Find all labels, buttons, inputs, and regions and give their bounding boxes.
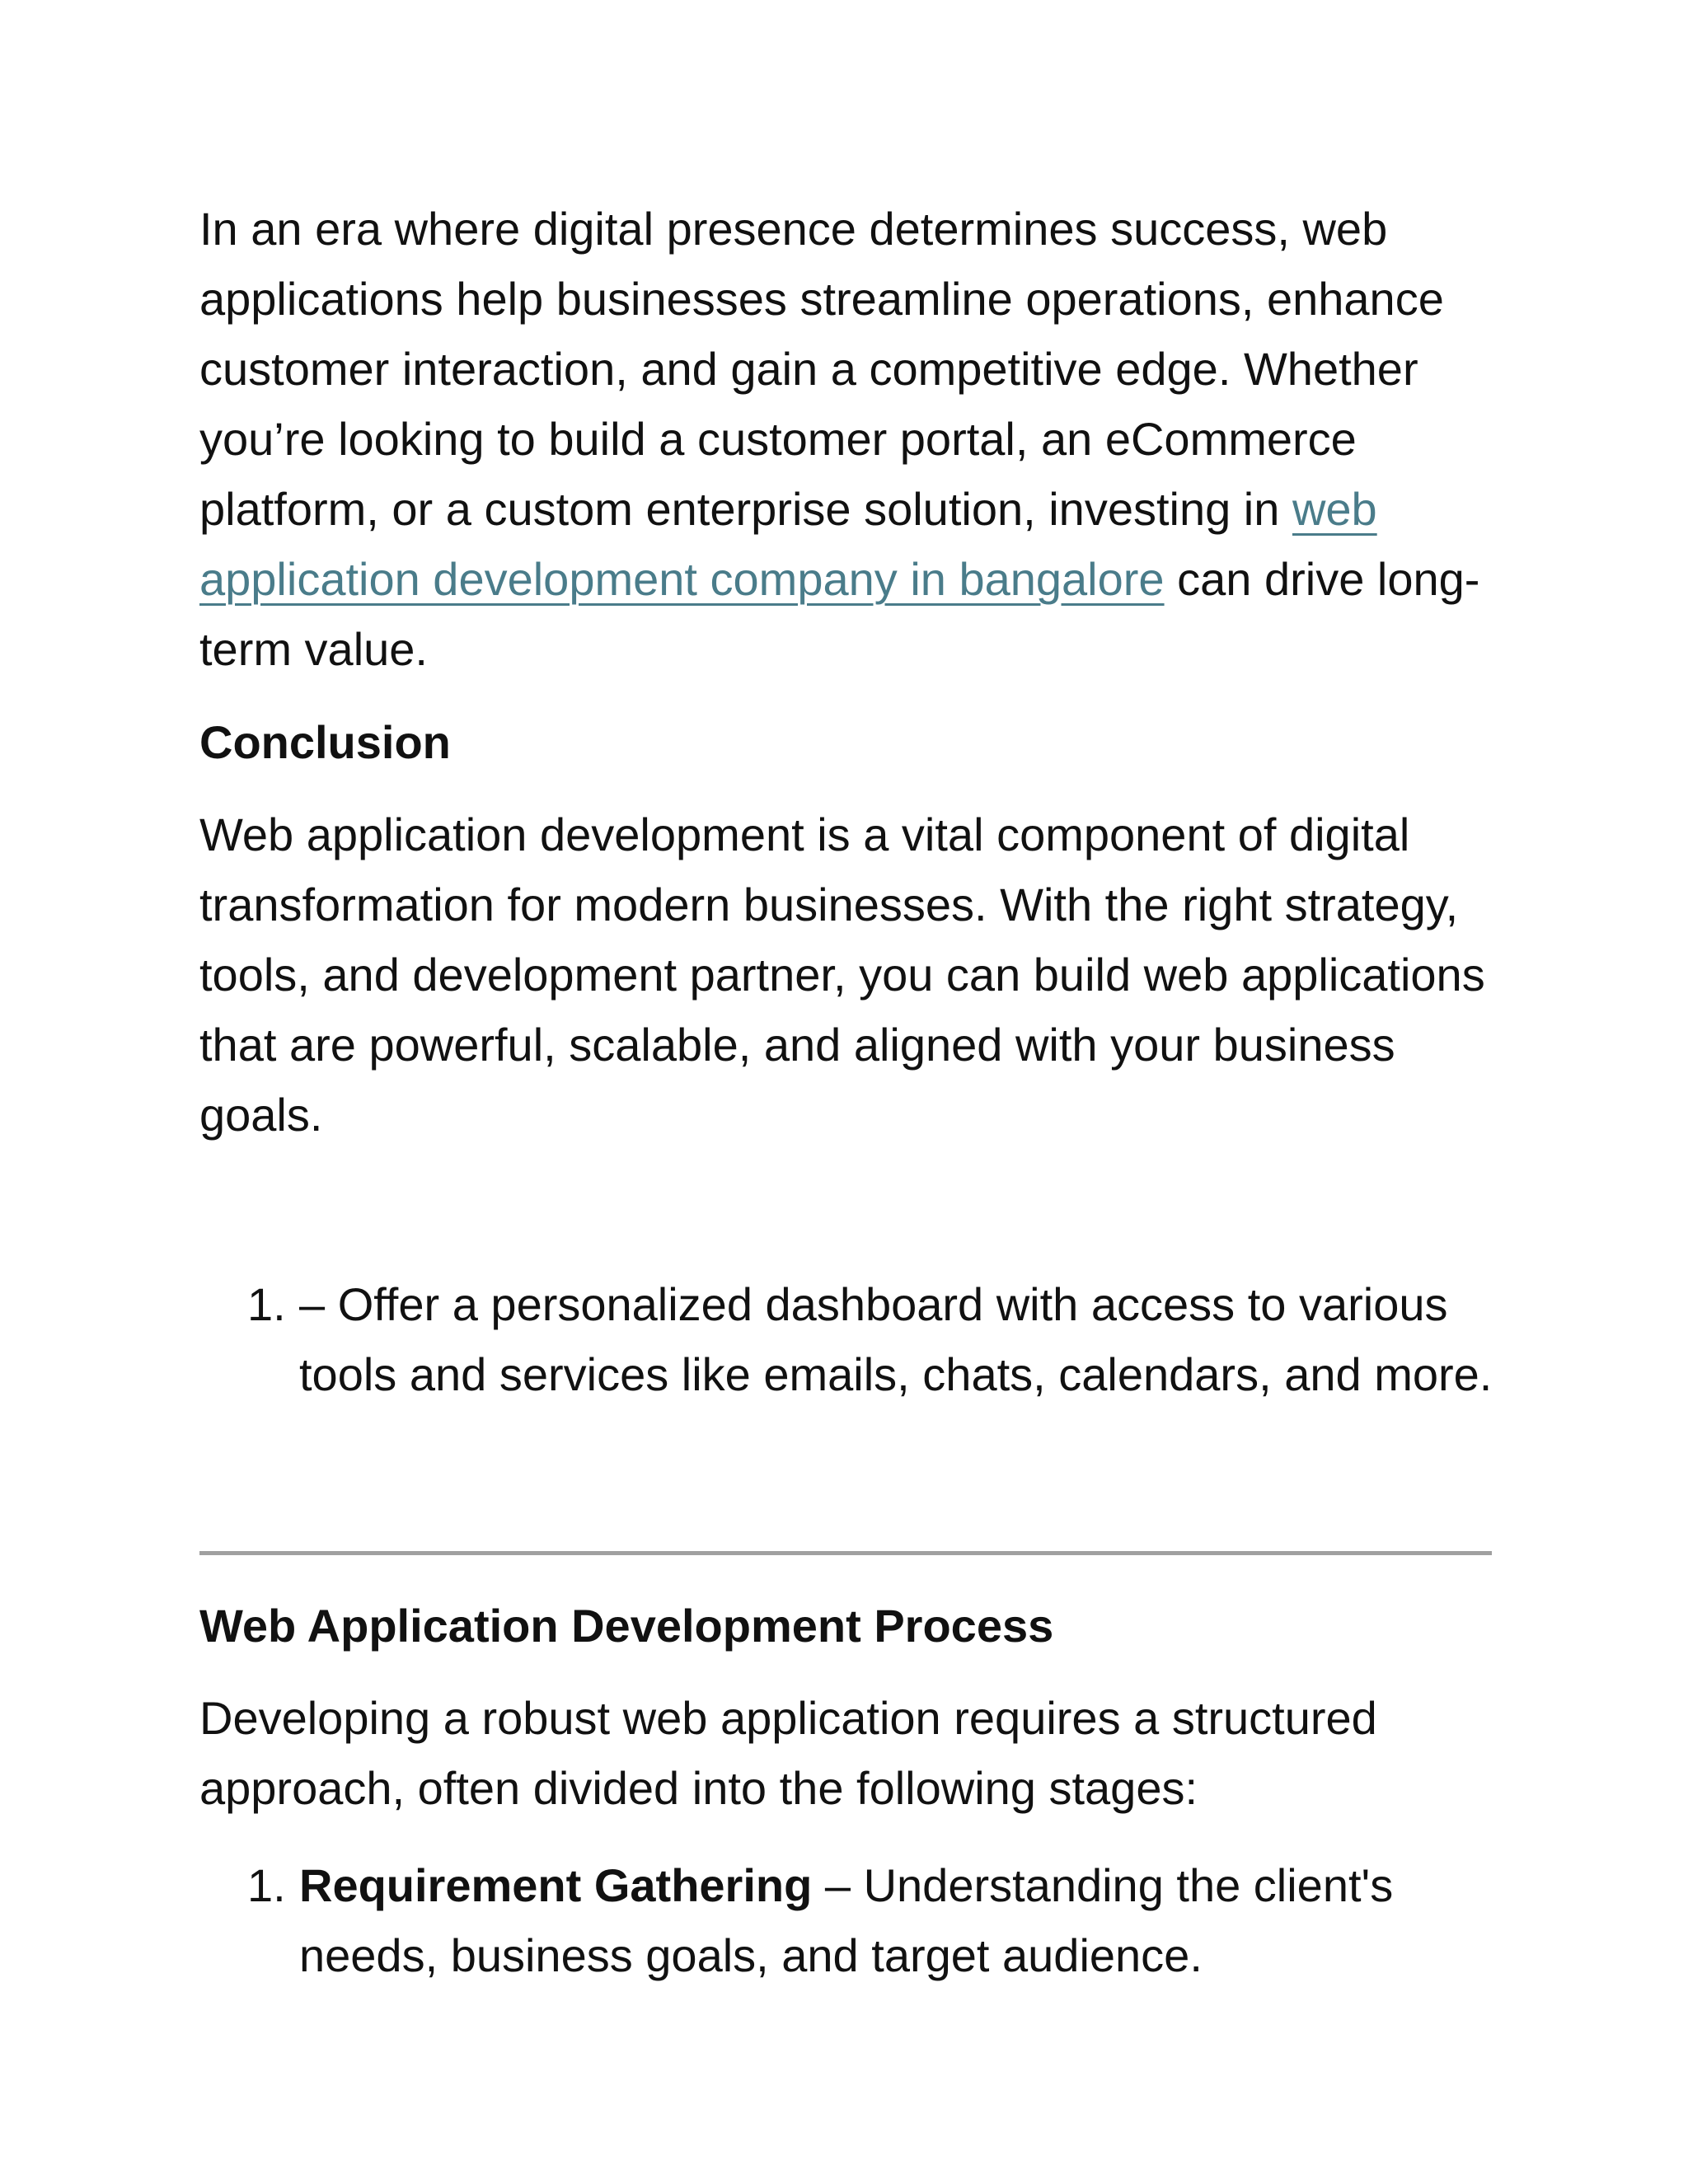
conclusion-paragraph: Web application development is a vital component of digital transformation for modern businesses. With the right strategy, tools, and development partner, you can build web applications that are powerful, scalable, and aligned with your business goals.	[199, 808, 1485, 1141]
intro-paragraph	[199, 194, 1502, 684]
process-paragraph: Developing a robust web application requires a structured approach, often divided into the following stages:	[199, 1692, 1377, 1814]
intro-text-before-link: In an era where digital presence determines success, web applications help businesses streamline operations, enhance customer interaction, and gain a competitive edge. Whether you’re looking to build a customer portal, an eCommerce platform, or a custom enterprise solution, investing in	[199, 203, 1444, 535]
list-number: 1.	[247, 1278, 286, 1330]
process-list-item	[199, 1850, 1518, 1990]
list-number: 1.	[247, 1859, 286, 1911]
company-link[interactable]: web application development company in bangalore	[199, 483, 1377, 605]
list-item-title: Requirement Gathering	[299, 1859, 813, 1911]
process-heading: Web Application Development Process	[199, 1600, 1054, 1652]
intro-text-after-link: can drive long-term value.	[199, 553, 1480, 675]
conclusion-heading: Conclusion	[199, 716, 451, 768]
list-item-text: – Understanding the client's needs, business goals, and target audience.	[299, 1859, 1394, 1981]
horizontal-divider	[199, 1551, 1492, 1555]
list-item-body	[299, 1850, 1536, 1990]
dashboard-list-item	[199, 1269, 1518, 1479]
list-item-text: – Offer a personalized dashboard with access to various tools and services like emails, chats, calendars, and more.	[299, 1278, 1493, 1400]
